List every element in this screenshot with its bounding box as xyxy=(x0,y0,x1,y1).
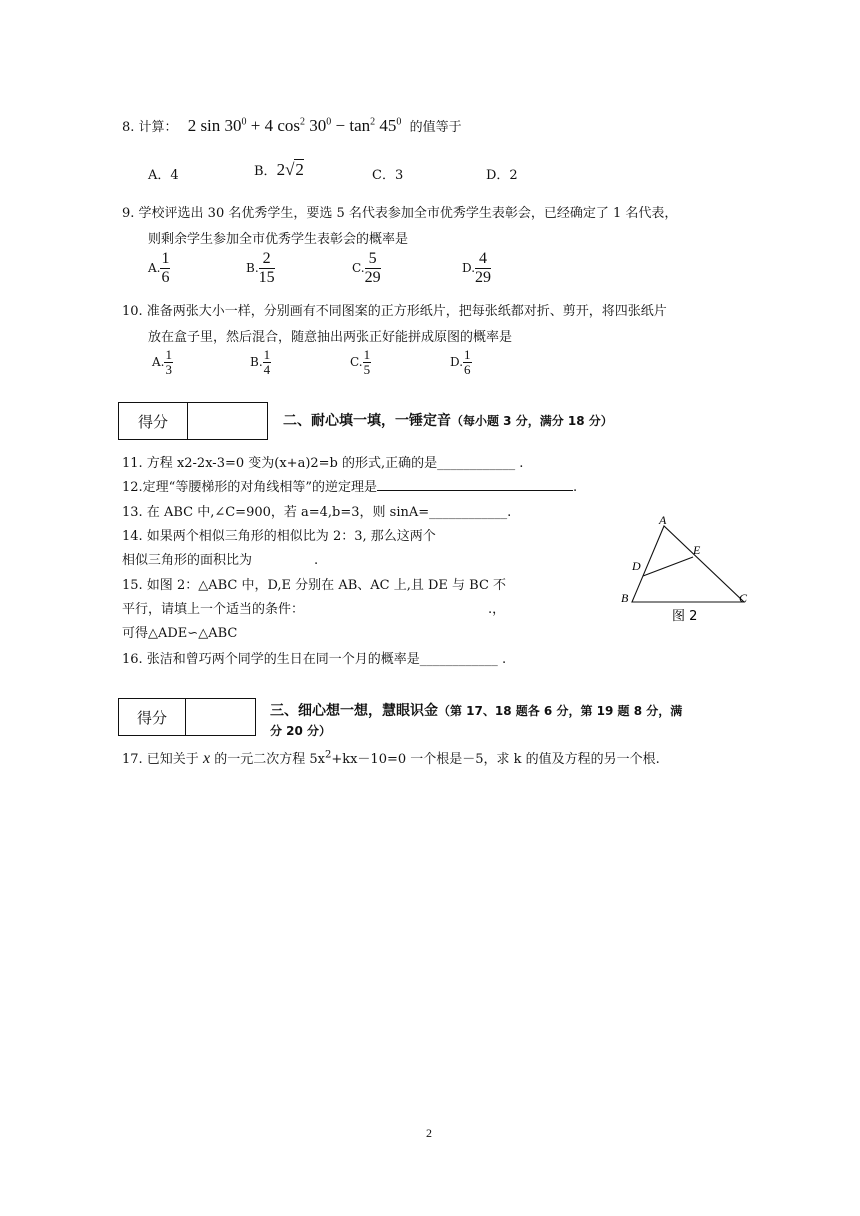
q8-prefix: 8. 计算： xyxy=(122,120,178,135)
segment-de xyxy=(643,557,693,576)
q9-option-c: C. $\frac{5}{29}$ xyxy=(352,250,381,286)
q9-line-1: 9. 学校评选出 30 名优秀学生，要选 5 名代表参加全市优秀学生表彰会，已经确定了 1 名代表， xyxy=(122,206,678,221)
q10-option-a: A. $\frac{1}{3}$ xyxy=(152,347,172,377)
q9-line-2: 则剩余学生参加全市优秀学生表彰会的概率是 xyxy=(148,232,409,247)
q10-line-1: 10. 准备两张大小一样，分别画有不同图案的正方形纸片，把每张纸都对折、剪开，将四张纸片 xyxy=(122,304,667,319)
section-2-score-box xyxy=(118,402,268,440)
q15-line-2: 平行，请填上一个适当的条件： .， xyxy=(122,602,506,617)
q8-option-a: A．4 xyxy=(148,168,179,183)
section-3-heading-cont: 分 20 分） xyxy=(270,724,332,738)
q9-option-b: B. $\frac{2}{15}$ xyxy=(246,250,275,286)
score-label: 得分 xyxy=(119,699,186,735)
q8-suffix: 的值等于 xyxy=(409,120,462,135)
q15-line-1: 15. 如图 2：△ABC 中，D,E 分别在 AB、AC 上,且 DE 与 BC 不 xyxy=(122,578,507,593)
question-12: 12.定理“等腰梯形的对角线相等”的逆定理是 . xyxy=(122,480,578,495)
q9-option-a: A. $\frac{1}{6}$ xyxy=(148,250,170,286)
score-field[interactable] xyxy=(186,699,255,735)
label-b: B xyxy=(621,591,629,605)
section-3-heading: 三、细心想一想，慧眼识金（第 17、18 题各 6 分，第 19 题 8 分，满 xyxy=(270,703,683,719)
q12-answer-blank[interactable] xyxy=(377,490,573,491)
q14-line-1: 14. 如果两个相似三角形的相似比为 2：3, 那么这两个 xyxy=(122,529,436,544)
question-11: 11. 方程 x2-2x-3=0 变为(x+a)2=b 的形式,正确的是____________ . xyxy=(122,456,524,471)
q10-option-b: B. $\frac{1}{4}$ xyxy=(250,347,271,377)
page-number: 2 xyxy=(426,1126,432,1140)
figure-2-triangle xyxy=(610,510,770,630)
triangle-abc xyxy=(632,526,744,602)
q8-expression: 2 $\sin 30^0 + 4$ $\cos^2 30^0 - \tan^2 45^0$ xyxy=(187,116,402,135)
figure-caption: 图 2 xyxy=(672,609,698,624)
section-2-heading: 二、耐心填一填，一锤定音（每小题 3 分，满分 18 分） xyxy=(283,413,613,429)
score-label: 得分 xyxy=(119,403,188,439)
label-e: E xyxy=(693,543,701,557)
q10-option-d: D. $\frac{1}{6}$ xyxy=(450,347,471,377)
q14-line-2: 相似三角形的面积比为 . xyxy=(122,553,319,568)
q9-option-d: D. $\frac{4}{29}$ xyxy=(462,250,492,286)
label-a: A xyxy=(659,513,667,527)
section-3-score-box xyxy=(118,698,256,736)
question-17: 17. 已知关于 x 的一元二次方程 $5x^2+kx-10=0$ 一个根是－5，求 k 的值及方程的另一个根. xyxy=(122,749,660,767)
q10-option-c: C. $\frac{1}{5}$ xyxy=(350,347,371,377)
label-d: D xyxy=(632,559,641,573)
q15-line-3: 可得△ADE∽△ABC xyxy=(122,626,238,641)
label-c: C xyxy=(739,591,748,605)
question-8 xyxy=(122,116,462,136)
q8-option-c: C．3 xyxy=(372,168,404,183)
score-field[interactable] xyxy=(188,403,267,439)
question-16: 16. 张洁和曾巧两个同学的生日在同一个月的概率是____________ . xyxy=(122,652,507,667)
q10-line-2: 放在盒子里，然后混合，随意抽出两张正好能拼成原图的概率是 xyxy=(148,330,513,345)
q8-option-b: B．2√2 xyxy=(254,160,304,179)
question-13: 13. 在 ABC 中,∠C=900，若 a=4,b=3，则 sinA=____________. xyxy=(122,505,512,520)
q8-option-d: D．2 xyxy=(486,168,518,183)
